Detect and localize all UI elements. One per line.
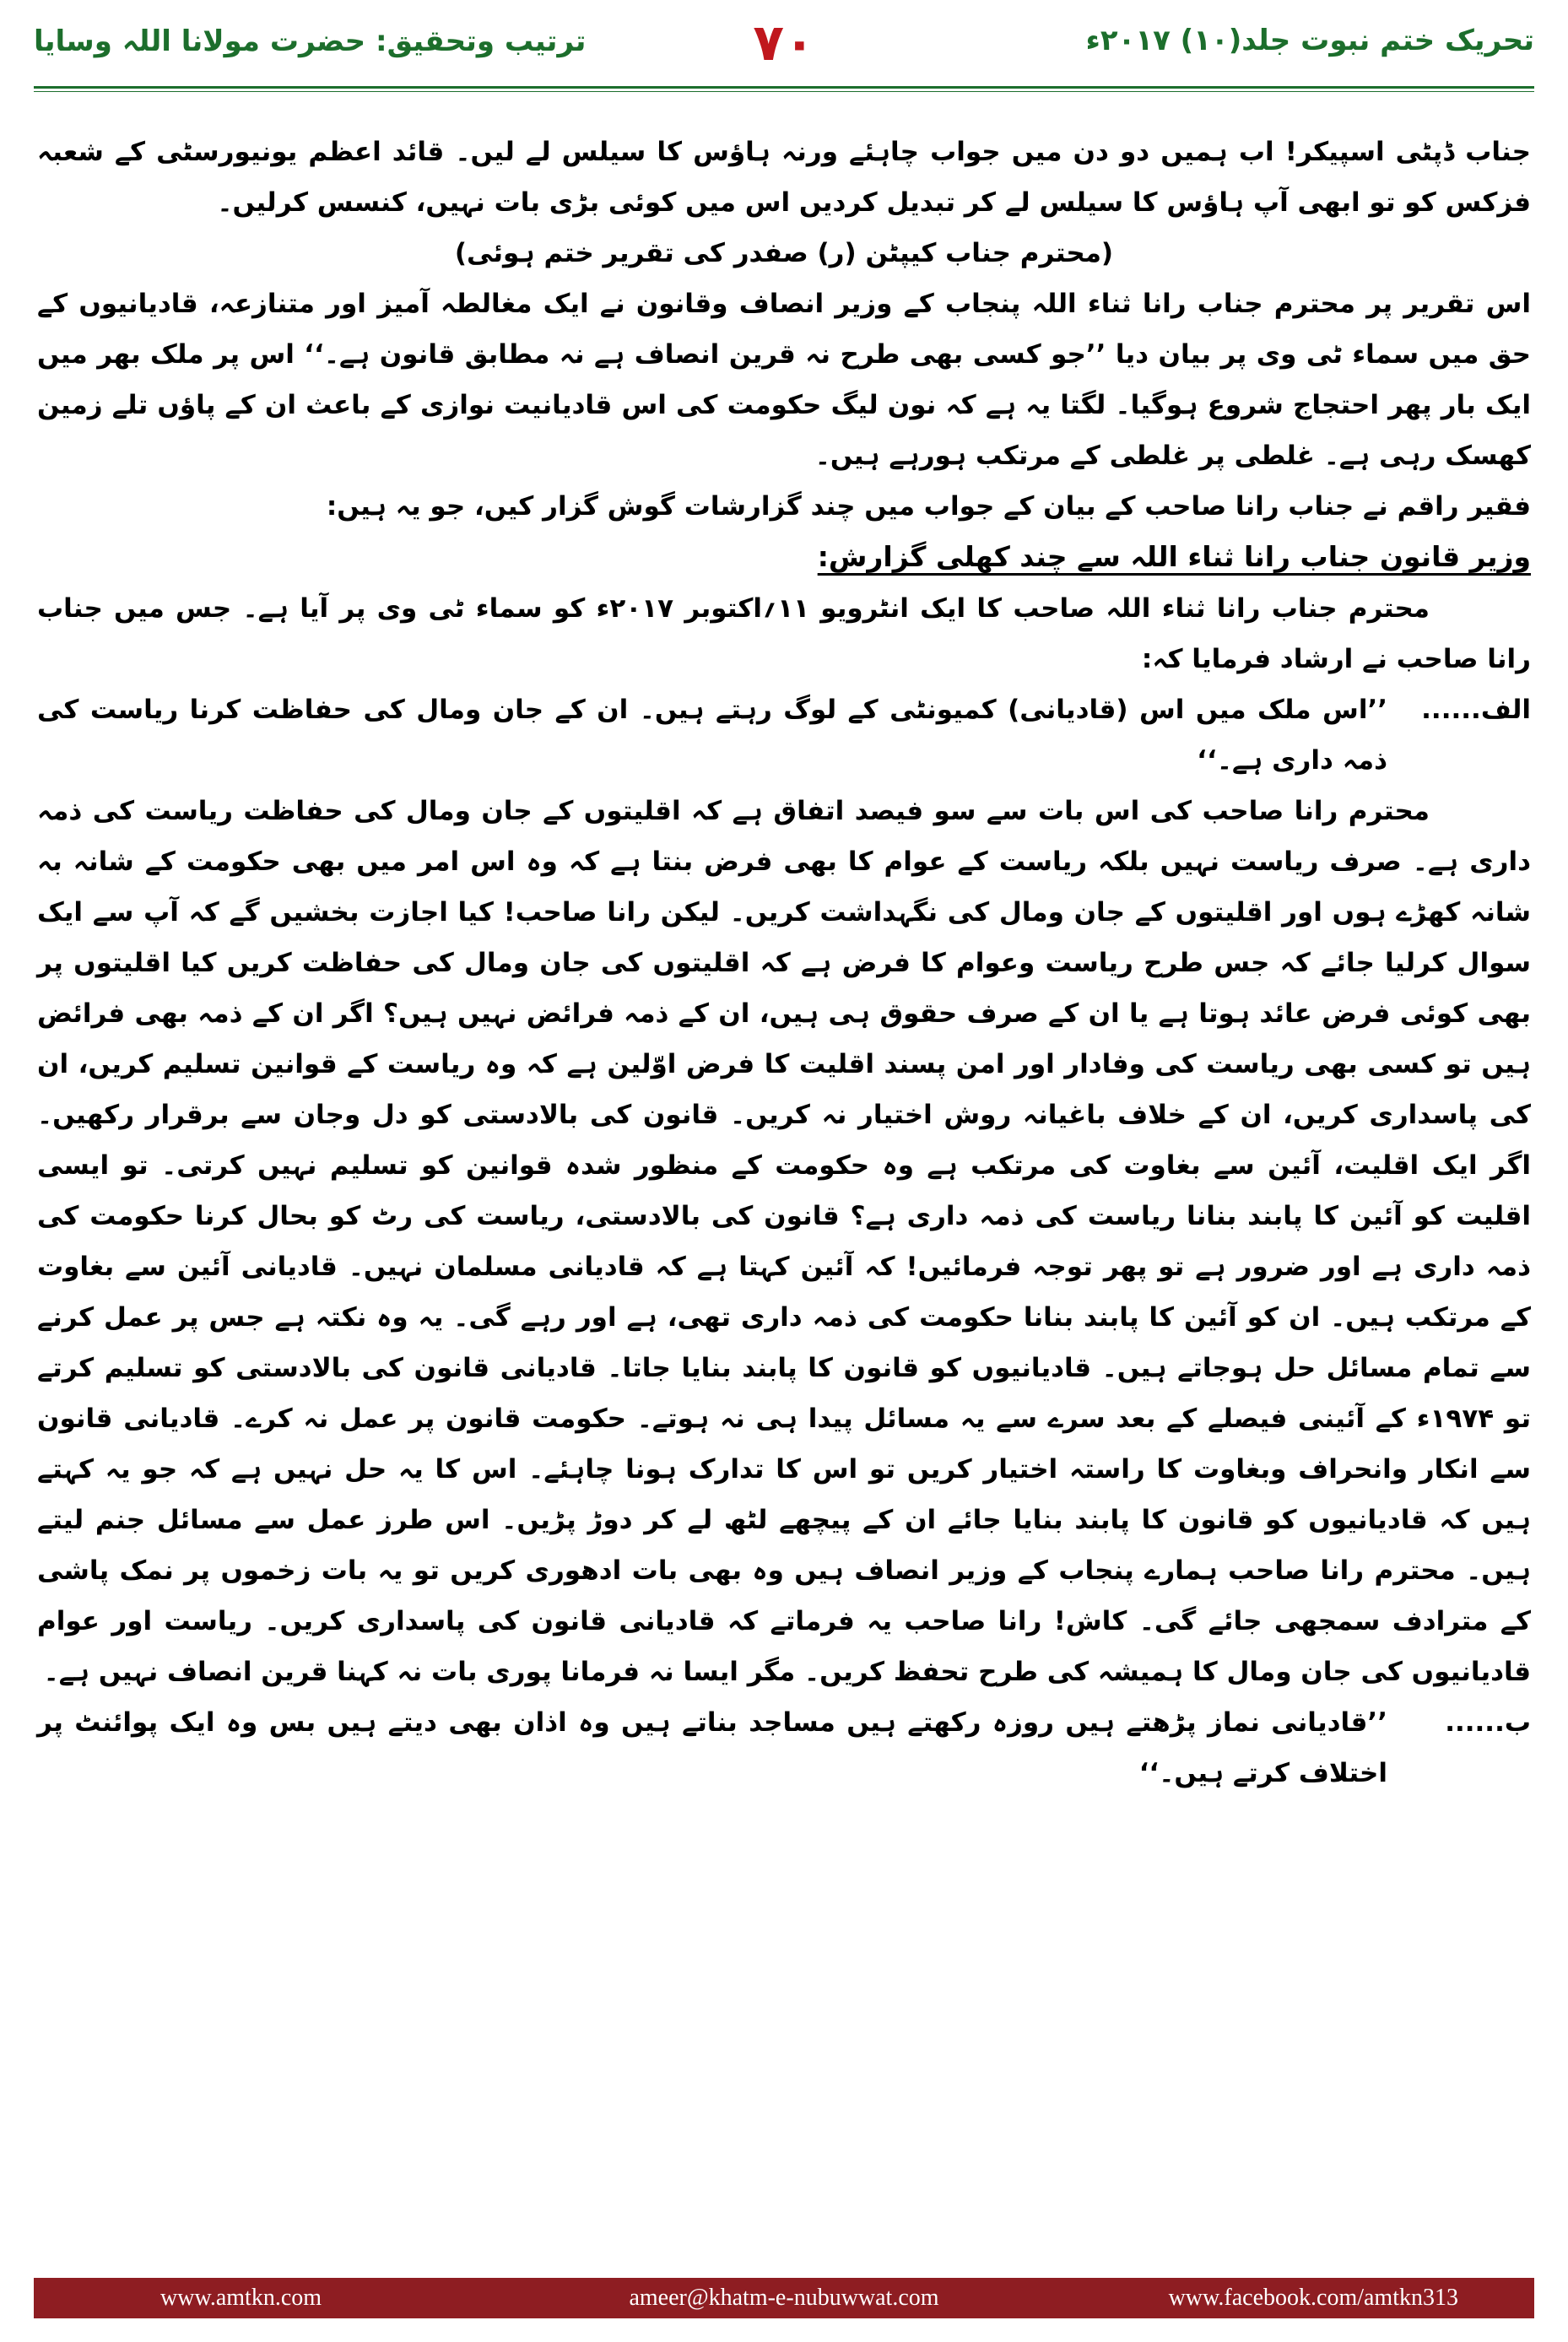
page-header <box>34 14 1534 78</box>
paragraph-response: محترم رانا صاحب کی اس بات سے سو فیصد اتفاق ہے کہ اقلیتوں کے جان ومال کی حفاظت ریاست کی ذمہ داری ہے۔ صرف ریاست نہیں بلکہ ریاست کے عوام کا بھی فرض بنتا ہے کہ وہ اس امر میں بھی حکومت کے شانہ بہ شانہ کھڑے ہوں اور اقلیتوں کے جان ومال کی نگہداشت کریں۔ لیکن رانا صاحب! کیا اجازت بخشیں گے کہ آپ سے ایک سوال کرلیا جائے کہ جس طرح ریاست وعوام کا فرض ہے کہ اقلیتوں کی جان ومال کی حفاظت کریں کیا اقلیتوں پر بھی کوئی فرض عائد ہوتا ہے یا ان کے صرف حقوق ہی ہیں، ان کے ذمہ فرائض نہیں ہیں؟ اگر ان کے ذمہ بھی فرائض ہیں تو کسی بھی ریاست کی وفادار اور امن پسند اقلیت کا فرض اوّلین ہے کہ وہ ریاست کے قوانین تسلیم کریں، ان کی پاسداری کریں، ان کے خلاف باغیانہ روش اختیار نہ کریں۔ قانون کی بالادستی کو دل وجان سے برقرار رکھیں۔ اگر ایک اقلیت، آئین سے بغاوت کی مرتکب ہے وہ حکومت کے منظور شدہ قوانین کو تسلیم نہیں کرتی۔ تو ایسی اقلیت کو آئین کا پابند بنانا ریاست کی ذمہ داری ہے؟ قانون کی بالادستی، ریاست کی رٹ کو بحال کرنا حکومت کی ذمہ داری ہے اور ضرور ہے تو پھر توجہ فرمائیں! کہ آئین کہتا ہے کہ قادیانی مسلمان نہیں۔ قادیانی آئین سے بغاوت کے مرتکب ہیں۔ ان کو آئین کا پابند بنانا حکومت کی ذمہ داری تھی، ہے اور رہے گی۔ یہ وہ نکتہ ہے جس پر عمل کرنے سے تمام مسائل حل ہوجاتے ہیں۔ قادیانیوں کو قانون کا پابند بنایا جاتا۔ قادیانی قانون کی بالادستی کو تسلیم کرتے تو ۱۹۷۴ء کے آئینی فیصلے کے بعد سرے سے یہ مسائل پیدا ہی نہ ہوتے۔ حکومت قانون پر عمل نہ کرے۔ قادیانی قانون سے انکار وانحراف وبغاوت کا راستہ اختیار کریں تو اس کا تدارک ہونا چاہئے۔ اس کا یہ حل نہیں ہے کہ جو یہ کہتے ہیں کہ قادیانیوں کو قانون کا پابند بنایا جائے ان کے پیچھے لٹھ لے کر دوڑ پڑیں۔ اس طرز عمل سے مسائل جنم لیتے ہیں۔ محترم رانا صاحب ہمارے پنجاب کے وزیر انصاف ہیں وہ بھی بات ادھوری کریں تو یہ بات زخموں پر نمک پاشی کے مترادف سمجھی جائے گی۔ کاش! رانا صاحب یہ فرماتے کہ قادیانی قانون کی پاسداری کریں۔ ریاست اور عوام قادیانیوں کی جان ومال کا ہمیشہ کی طرح تحفظ کریں۔ مگر ایسا نہ فرمانا پوری بات نہ کہنا قرین انصاف نہیں ہے۔ <box>37 796 1531 1687</box>
speech-ended-note: (محترم جناب کیپٹن (ر) صفدر کی تقریر ختم ہوئی) <box>454 238 1114 268</box>
series-title: تحریک ختم نبوت جلد(۱۰) ۲۰۱۷ء <box>1085 24 1534 57</box>
facebook-link[interactable]: www.facebook.com/amtkn313 <box>1168 2285 1458 2311</box>
quote-be <box>37 1697 1531 1798</box>
header-divider <box>34 86 1534 89</box>
quote-text: ’’اس ملک میں اس (قادیانی) کمیونٹی کے لوگ رہتے ہیں۔ ان کے جان ومال کی حفاظت کرنا ریاست کی ذمہ داری ہے۔‘‘ <box>37 695 1387 776</box>
paragraph-interview: محترم جناب رانا ثناء اللہ صاحب کا ایک انٹرویو ۱۱؍اکتوبر ۲۰۱۷ء کو سماء ٹی وی پر آیا ہے۔ جس میں جناب رانا صاحب نے ارشاد فرمایا کہ: <box>37 593 1531 674</box>
website-link[interactable]: www.amtkn.com <box>160 2285 322 2311</box>
paragraph-statement: اس تقریر پر محترم جناب رانا ثناء اللہ پنجاب کے وزیر انصاف وقانون نے ایک مغالطہ آمیز اور متنازعہ، قادیانیوں کے حق میں سماء ٹی وی پر بیان دیا ’’جو کسی بھی طرح نہ قرین انصاف ہے نہ مطابق قانون ہے۔‘‘ اس پر ملک بھر میں ایک بار پھر احتجاج شروع ہوگیا۔ لگتا یہ ہے کہ نون لیگ حکومت کی اس قادیانیت نوازی کے باعث ان کے پاؤں تلے زمین کھسک رہی ہے۔ غلطی پر غلطی کے مرتکب ہورہے ہیں۔ <box>37 289 1531 471</box>
quote-alif <box>37 684 1531 786</box>
header-divider-thin <box>34 91 1534 92</box>
quote-label: ب...... <box>1445 1707 1531 1738</box>
page-footer <box>34 2278 1534 2318</box>
email-link[interactable]: ameer@khatm-e-nubuwwat.com <box>629 2285 939 2311</box>
section-heading: وزیر قانون جناب رانا ثناء اللہ سے چند کھلی گزارش: <box>817 540 1531 573</box>
compiler-credit: ترتیب وتحقیق: حضرت مولانا اللہ وسایا <box>34 24 587 58</box>
page-number: ۷۰ <box>753 14 815 73</box>
paragraph-intro: فقیر راقم نے جناب رانا صاحب کے بیان کے جواب میں چند گزارشات گوش گزار کیں، جو یہ ہیں: <box>326 491 1531 522</box>
document-body <box>37 127 1531 1798</box>
paragraph-speech-end: جناب ڈپٹی اسپیکر! اب ہمیں دو دن میں جواب چاہئے ورنہ ہاؤس کا سیلس لے لیں۔ قائد اعظم یونیورسٹی کے شعبہ فزکس کو تو ابھی آپ ہاؤس کا سیلس لے کر تبدیل کردیں اس میں کوئی بڑی بات نہیں، کنسس کرلیں۔ <box>37 137 1531 218</box>
quote-label: الف...... <box>1421 695 1531 725</box>
quote-text: ’’قادیانی نماز پڑھتے ہیں روزہ رکھتے ہیں مساجد بناتے ہیں وہ اذان بھی دیتے ہیں بس وہ ایک پوائنٹ پر اختلاف کرتے ہیں۔‘‘ <box>37 1707 1387 1788</box>
